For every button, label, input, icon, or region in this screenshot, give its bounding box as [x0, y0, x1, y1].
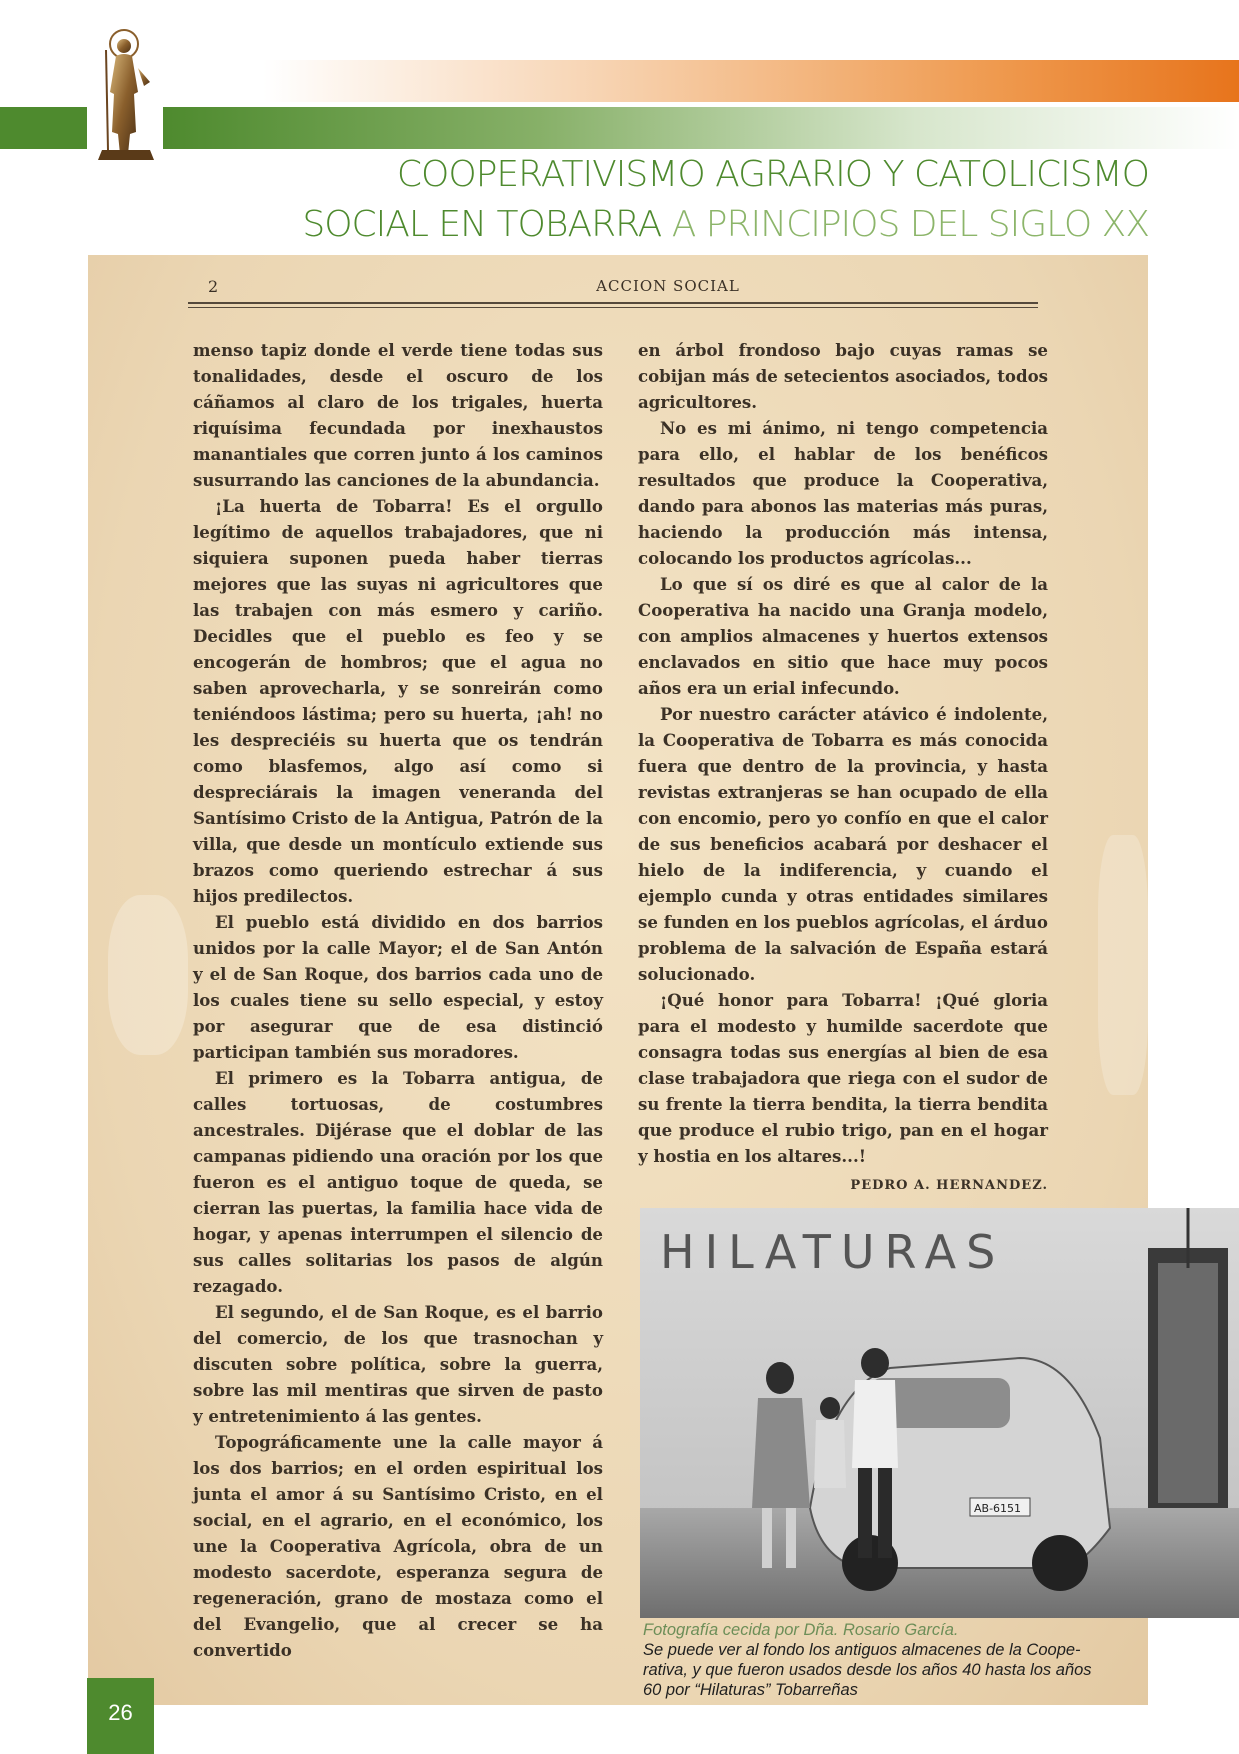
header-green-bar-left — [0, 107, 87, 149]
paper-stain — [108, 895, 188, 1055]
title-line-2-dark: SOCIAL EN TOBARRA — [302, 204, 662, 245]
paragraph: menso tapiz donde el verde tiene todas sus tonalidades, desde el oscuro de los cáñamos al claro de los trigales, huerta riquísima fecundada por inexhaustos manantiales que corren junto á los caminos susurrando las canciones de la abundancia. — [193, 340, 603, 490]
article-title — [302, 150, 1149, 250]
title-line-2-light: A PRINCIPIOS DEL SIGLO XX — [671, 204, 1149, 245]
author-signature: PEDRO A. HERNANDEZ. — [850, 1178, 1048, 1193]
publication-name: ACCION SOCIAL — [596, 277, 740, 295]
historic-photo — [640, 1208, 1239, 1618]
paragraph: El pueblo está dividido en dos barrios unidos por la calle Mayor; el de San Antón y el de San Roque, dos barrios cada uno de los cuales tiene su sello especial, y estoy por asegurar que de esa distinció participan también sus moradores. — [193, 912, 603, 1062]
page-number-box — [87, 1678, 154, 1754]
paper-stain — [1098, 835, 1148, 1095]
caption-line: rativa, y que fueron usados desde los años 40 hasta los años — [643, 1661, 1092, 1679]
photo-credit: Fotografía cecida por Dña. Rosario García. — [643, 1621, 959, 1639]
page-number: 26 — [108, 1700, 133, 1725]
paragraph: Lo que sí os diré es que al calor de la Cooperativa ha nacido una Granja modelo, con amplios almacenes y huertos extensos enclavados en sitio que hace muy pocos años era un erial infecundo. — [638, 574, 1048, 698]
person-head — [766, 1362, 794, 1394]
title-line-1: COOPERATIVISMO AGRARIO Y CATOLICISMO — [396, 154, 1149, 195]
car-plate: AB-6151 — [974, 1502, 1022, 1515]
photo-caption — [643, 1620, 1143, 1700]
scan-right-column — [638, 337, 1048, 1199]
paragraph: No es mi ánimo, ni tengo competencia para ello, el hablar de los benéficos resultados que produce la Cooperativa, dando para abonos las materias más puras, haciendo la producción más intensa, colocando los productos agrícolas... — [638, 418, 1048, 568]
paragraph: ¡La huerta de Tobarra! Es el orgullo legítimo de aquellos trabajadores, que ni siquiera suponen pueda haber tierras mejores que las suyas ni agricultores que las trabajen con más esmero y cariño. Decidles que el pueblo es feo y se encogerán de hombros; que el agua no saben aprovecharla, y se sonreirán como teniéndoos lástima; pero su huerta, ¡ah! no les despreciéis su huerta que os tendrán como blasfemos, algo así como si despreciárais la imagen veneranda del Santísimo Cristo de la Antigua, Patrón de la villa, que desde un montículo extiende sus brazos como queriendo estrechar á sus hijos predilectos. — [193, 496, 603, 906]
caption-line: Se puede ver al fondo los antiguos almacenes de la Coope- — [643, 1641, 1081, 1659]
paragraph: El primero es la Tobarra antigua, de calles tortuosas, de costumbres ancestrales. Dijérase que el doblar de las campanas pidiendo una oración por los que fueron es el antiguo toque de queda, se cierran las puertas, la familia hace vida de hogar, y apenas interrumpen el silencio de sus calles solitarias los pasos de algún rezagado. — [193, 1068, 603, 1296]
header-orange-bar — [263, 60, 1239, 102]
paragraph: Topográficamente une la calle mayor á los dos barrios; en el orden espiritual los junta el amor á su Santísimo Cristo, en el social, en el agrario, en el económico, los une la Cooperativa Agrícola, obra de un modesto sacerdote, esperanza segura de regeneración, grano de mostaza como el del Evangelio, que al crecer se ha convertido — [193, 1432, 603, 1660]
caption-line: 60 por “Hilaturas” Tobarreñas — [643, 1681, 858, 1699]
person-head — [820, 1397, 840, 1419]
person-head — [861, 1348, 889, 1378]
scan-left-column — [193, 337, 603, 1663]
title-line-2 — [302, 200, 1149, 250]
saint-statue-logo — [94, 22, 158, 160]
paragraph: ¡Qué honor para Tobarra! ¡Qué gloria para el modesto y humilde sacerdote que consagra todas sus energías al bien de esa clase trabajadora que riega con el sudor de su frente la tierra bendita, la tierra bendita que produce el rubio trigo, pan en el hogar y hostia en los altares...! — [638, 990, 1048, 1166]
scan-page-number: 2 — [208, 277, 219, 296]
header-green-bar-right — [163, 107, 1239, 149]
paragraph: El segundo, el de San Roque, es el barrio del comercio, de los que trasnochan y discuten sobre política, sobre la guerra, sobre las mil mentiras que sirven de pasto y entretenimiento á las gentes. — [193, 1302, 603, 1426]
photo-wall-text: HILATURAS — [660, 1225, 1006, 1279]
paragraph: Por nuestro carácter atávico é indolente, la Cooperativa de Tobarra es más conocida fuera que dentro de la provincia, y hasta revistas extranjeras se han ocupado de ella con encomio, pero yo confío en que el calor de sus beneficios acabará por deshacer el hielo de la indiferencia, y cuando el ejemplo cunda y otras entidades similares se funden en los pueblos agrícolas, el árduo problema de la salvación de España estará solucionado. — [638, 704, 1048, 984]
header-rule — [188, 302, 1038, 304]
paragraph: en árbol frondoso bajo cuyas ramas se cobijan más de setecientos asociados, todos agricultores. — [638, 340, 1048, 412]
header-rule — [188, 307, 1038, 308]
car-wheel — [1032, 1535, 1088, 1591]
